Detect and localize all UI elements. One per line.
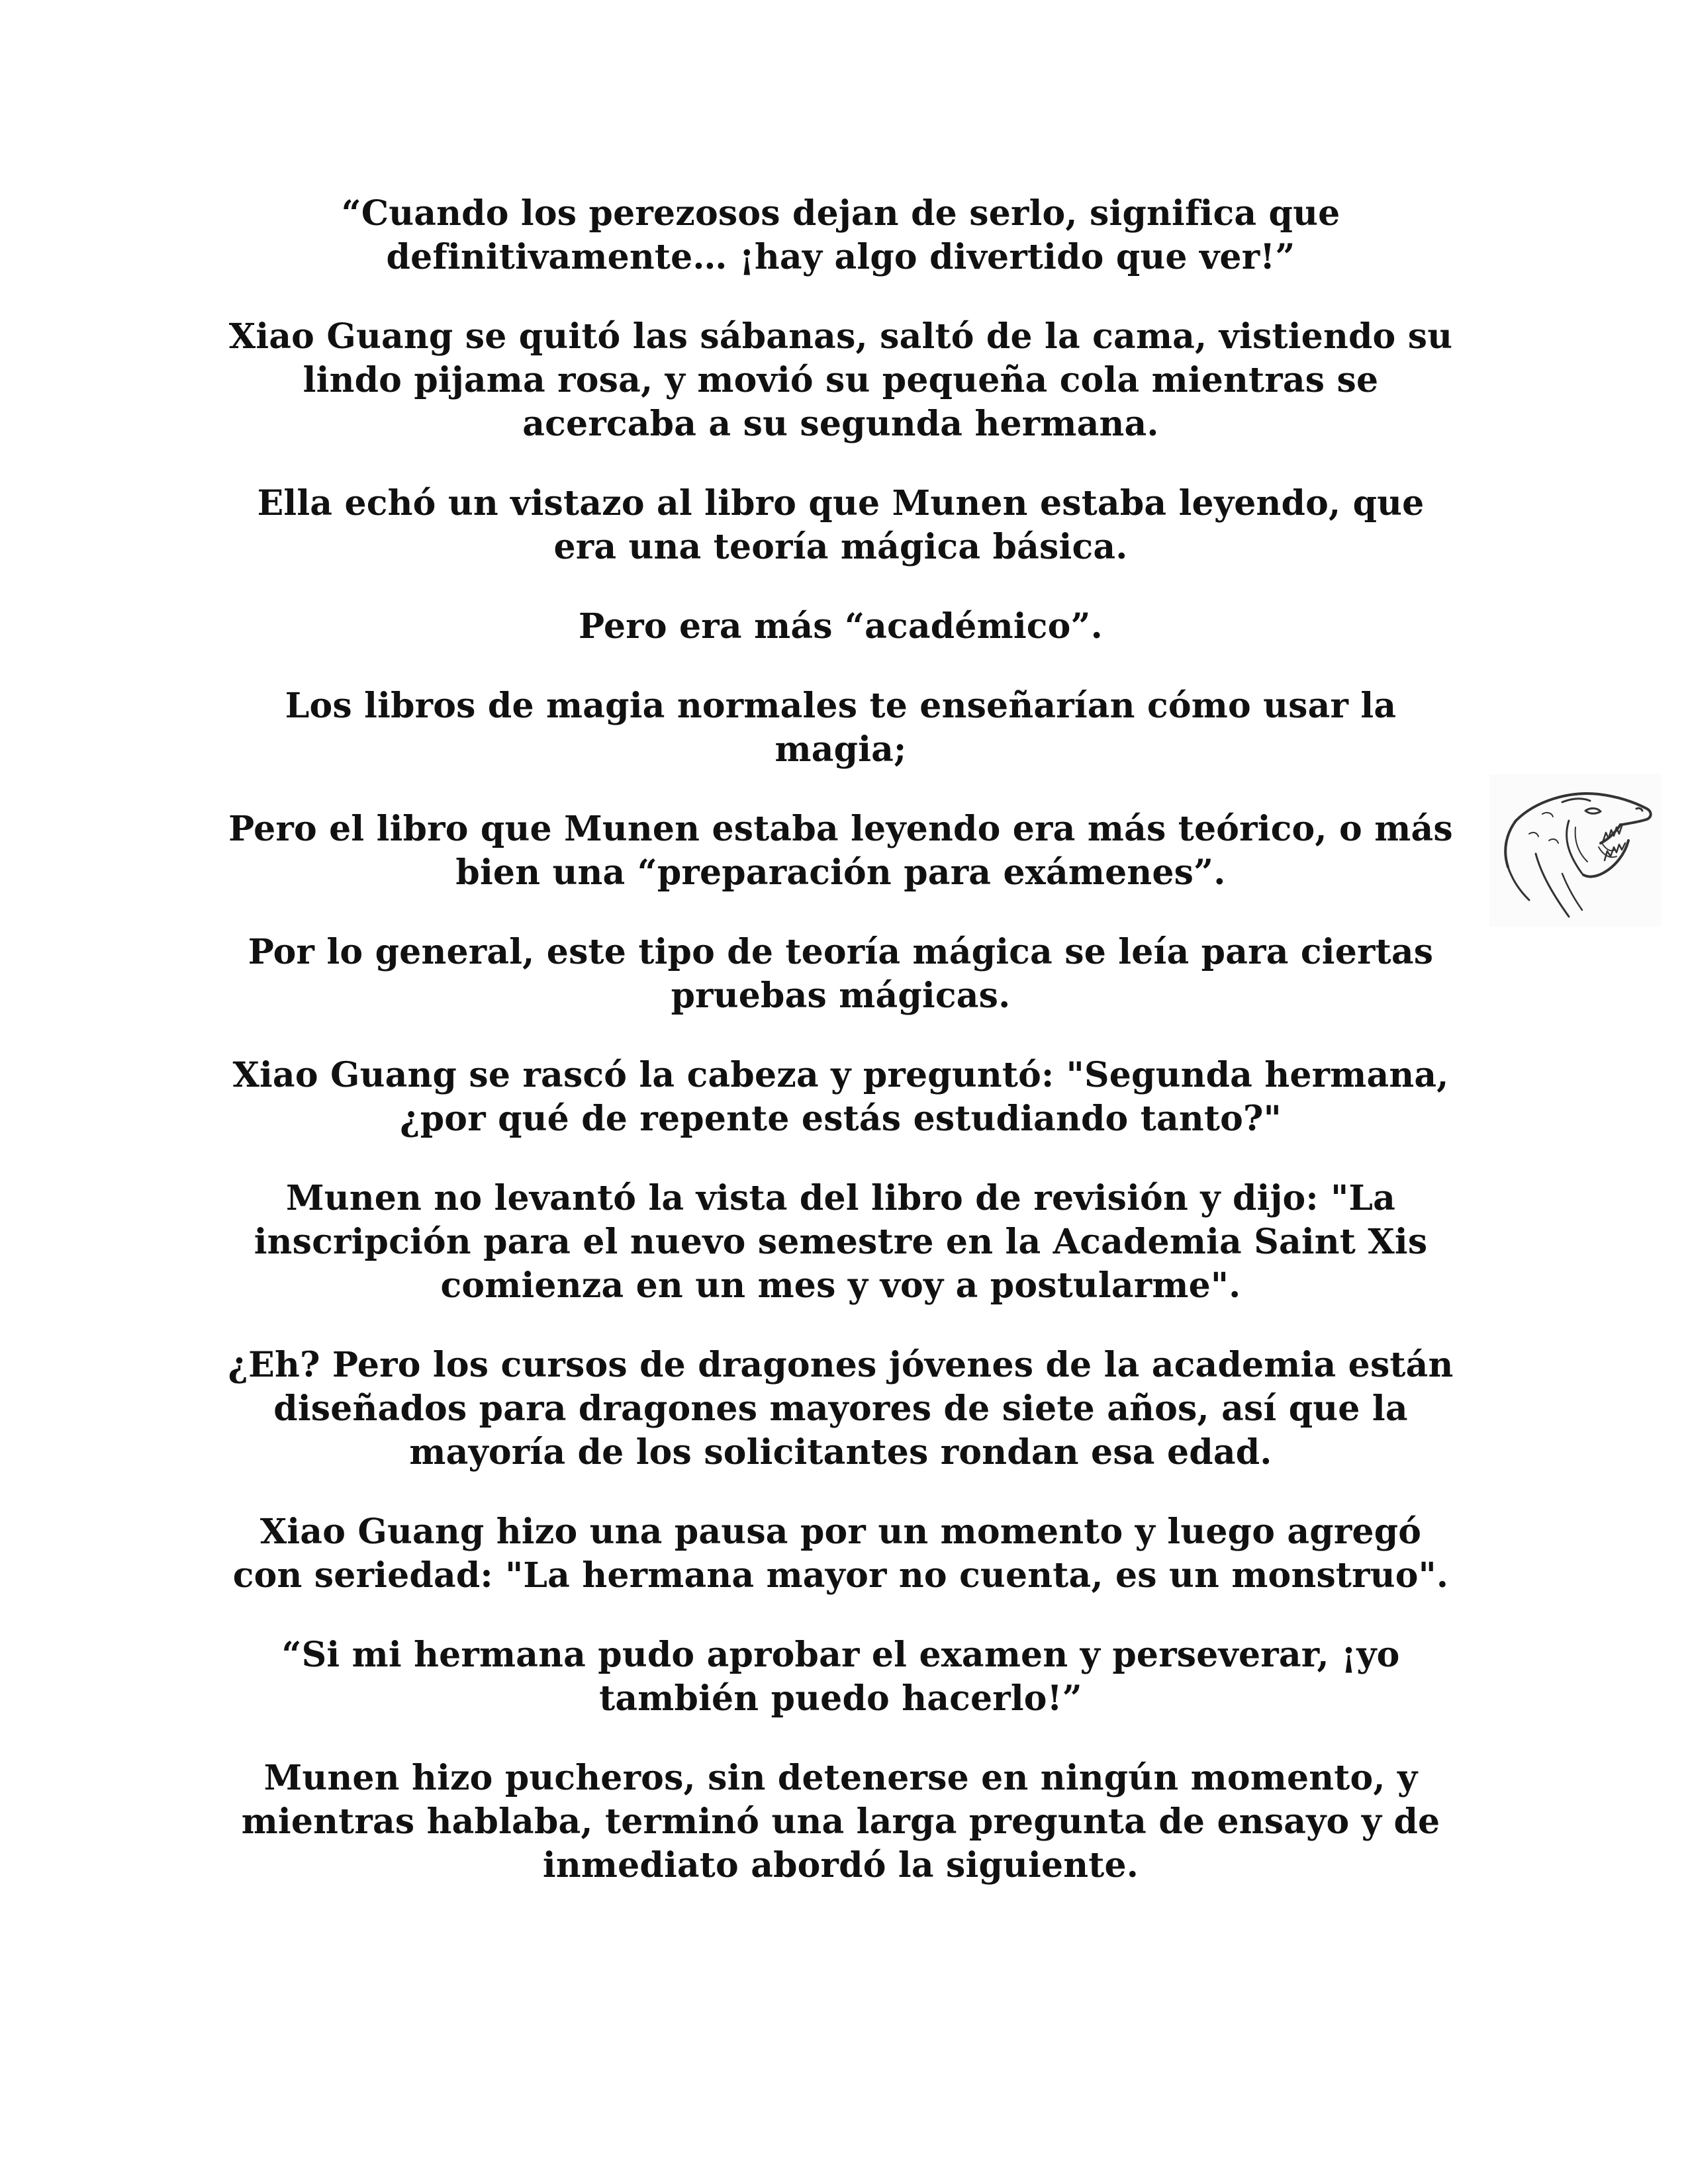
paragraph <box>199 1054 1483 1141</box>
paragraph-line: definitivamente… ¡hay algo divertido que ver!” <box>386 237 1295 277</box>
paragraph <box>199 1510 1483 1598</box>
paragraph-line: bien una “preparación para exámenes”. <box>455 852 1226 893</box>
paragraph-line: Pero era más “académico”. <box>579 606 1103 647</box>
paragraph <box>199 315 1483 446</box>
paragraph-line: Por lo general, este tipo de teoría mágica se leía para ciertas <box>248 932 1434 972</box>
paragraph-line: mayoría de los solicitantes rondan esa edad. <box>409 1432 1272 1473</box>
text-body <box>199 192 1483 1923</box>
paragraph-line: magia; <box>774 729 907 770</box>
paragraph <box>199 482 1483 569</box>
paragraph <box>199 1756 1483 1888</box>
paragraph-line: Pero el libro que Munen estaba leyendo era más teórico, o más <box>228 809 1453 849</box>
paragraph <box>199 931 1483 1018</box>
paragraph-line: Xiao Guang se rascó la cabeza y preguntó: "Segunda hermana, <box>232 1055 1449 1095</box>
paragraph-line: también puedo hacerlo!” <box>599 1678 1082 1719</box>
paragraph <box>199 605 1483 649</box>
paragraph <box>199 1177 1483 1308</box>
paragraph <box>199 1343 1483 1475</box>
paragraph-line: inscripción para el nuevo semestre en la Academia Saint Xis <box>254 1222 1428 1262</box>
paragraph <box>199 807 1483 895</box>
paragraph-line: comienza en un mes y voy a postularme". <box>440 1265 1241 1306</box>
paragraph-line: mientras hablaba, terminó una larga pregunta de ensayo y de <box>241 1801 1440 1842</box>
paragraph <box>199 1633 1483 1721</box>
paragraph-line: Xiao Guang se quitó las sábanas, saltó de la cama, vistiendo su <box>228 316 1453 357</box>
paragraph-line: inmediato abordó la siguiente. <box>542 1845 1139 1886</box>
paragraph-line: con seriedad: "La hermana mayor no cuenta, es un monstruo". <box>232 1555 1449 1596</box>
paragraph-line: ¿Eh? Pero los cursos de dragones jóvenes de la academia están <box>228 1345 1454 1385</box>
paragraph-line: Los libros de magia normales te enseñarían cómo usar la <box>285 686 1397 726</box>
paragraph <box>199 684 1483 772</box>
paragraph <box>199 192 1483 279</box>
paragraph-line: acercaba a su segunda hermana. <box>522 404 1159 444</box>
paragraph-line: Ella echó un vistazo al libro que Munen estaba leyendo, que <box>257 483 1425 523</box>
paragraph-line: pruebas mágicas. <box>671 976 1011 1016</box>
paragraph-line: ¿por qué de repente estás estudiando tanto?" <box>400 1099 1282 1139</box>
paragraph-line: Munen no levantó la vista del libro de revisión y dijo: "La <box>285 1178 1396 1218</box>
paragraph-line: “Cuando los perezosos dejan de serlo, significa que <box>341 193 1340 234</box>
paragraph-line: era una teoría mágica básica. <box>553 527 1128 567</box>
paragraph-line: diseñados para dragones mayores de siete años, así que la <box>273 1388 1408 1429</box>
paragraph-line: “Si mi hermana pudo aprobar el examen y perseverar, ¡yo <box>281 1635 1400 1675</box>
paragraph-line: Xiao Guang hizo una pausa por un momento y luego agregó <box>259 1512 1422 1552</box>
dinosaur-head-sketch-icon <box>1489 774 1662 927</box>
paragraph-line: Munen hizo pucheros, sin detenerse en ningún momento, y <box>263 1758 1418 1798</box>
paragraph-line: lindo pijama rosa, y movió su pequeña cola mientras se <box>303 360 1379 400</box>
